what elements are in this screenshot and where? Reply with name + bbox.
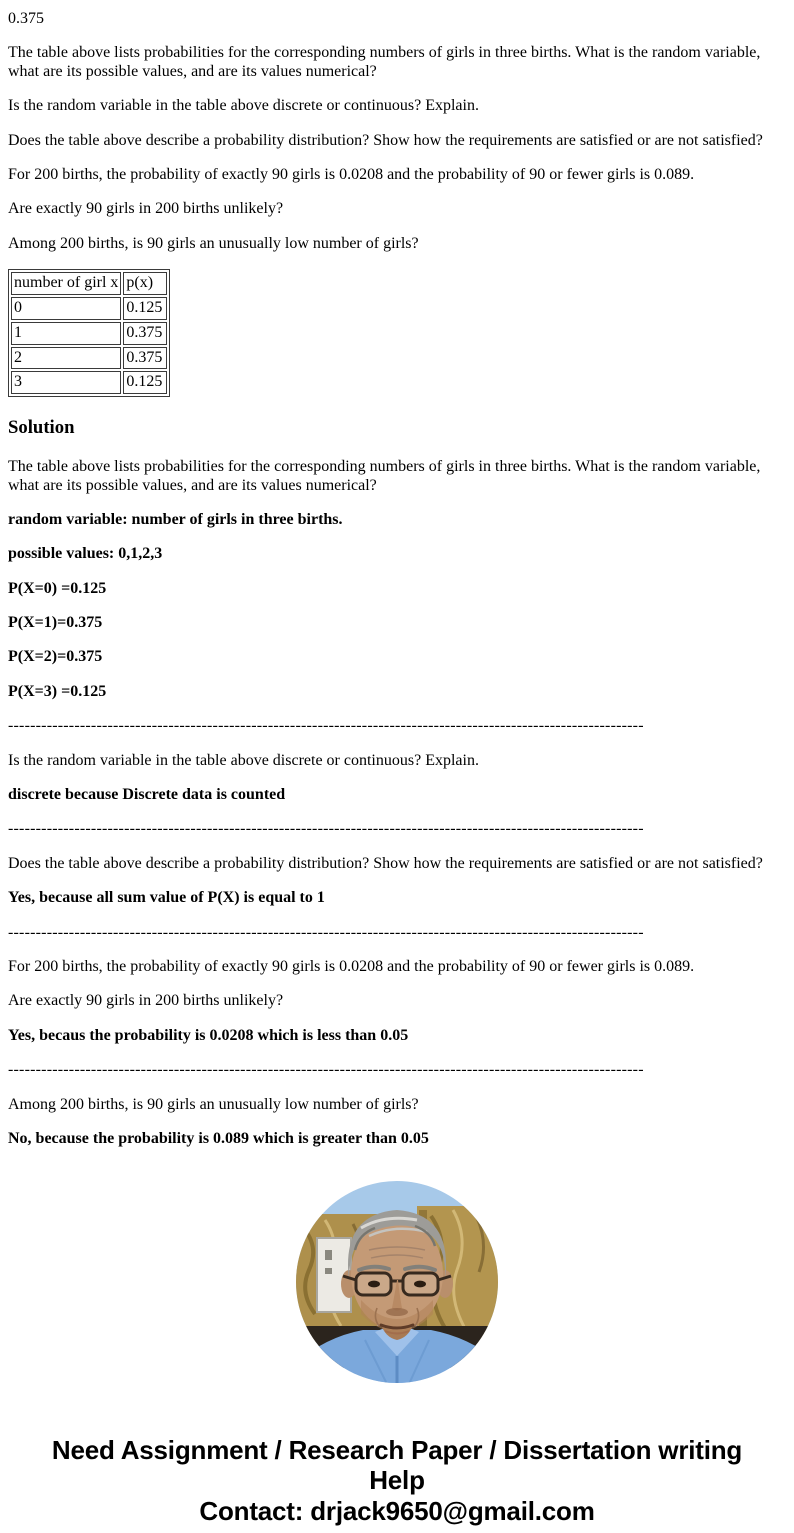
probability-table <box>8 269 170 397</box>
answer-unlikely: Yes, becaus the probability is 0.0208 which is less than 0.05 <box>8 1026 409 1044</box>
intro-value: 0.375 <box>8 10 44 27</box>
table-header-row <box>11 272 167 295</box>
table-cell-px: 0.125 <box>123 371 167 394</box>
answer-possible-values: possible values: 0,1,2,3 <box>8 545 163 563</box>
separator-line: ------------------------------------------------------------------------------------------------------------------- <box>8 1061 644 1079</box>
solution-question-unlikely: Are exactly 90 girls in 200 births unlikely? <box>8 992 284 1010</box>
solution-question-discrete: Is the random variable in the table above discrete or continuous? Explain. <box>8 751 479 769</box>
answer-p-x1: P(X=1)=0.375 <box>8 614 103 632</box>
answer-p-x2: P(X=2)=0.375 <box>8 648 103 666</box>
tutor-photo <box>295 1180 499 1384</box>
solution-question-random-variable: The table above lists probabilities for the corresponding numbers of girls in three births. What is the random variable, what are its possible values, and are its values numerical? <box>8 458 761 494</box>
table-row <box>11 322 167 345</box>
footer-banner <box>47 1435 747 1525</box>
solution-heading: Solution <box>8 417 75 439</box>
answer-distribution: Yes, because all sum value of P(X) is equal to 1 <box>8 889 325 907</box>
separator-line: ------------------------------------------------------------------------------------------------------------------- <box>8 923 644 941</box>
solution-statement-200-births: For 200 births, the probability of exactly 90 girls is 0.0208 and the probability of 90 or fewer girls is 0.089. <box>8 957 695 975</box>
answer-p-x0: P(X=0) =0.125 <box>8 579 107 597</box>
answer-p-x3: P(X=3) =0.125 <box>8 682 107 700</box>
table-header-px: p(x) <box>123 272 167 295</box>
photo-eye-right <box>414 1281 426 1288</box>
statement-200-births: For 200 births, the probability of exactly 90 girls is 0.0208 and the probability of 90 or fewer girls is 0.089. <box>8 165 695 183</box>
question-random-variable: The table above lists probabilities for the corresponding numbers of girls in three births. What is the random variable, what are its possible values, and are its values numerical? <box>8 44 761 80</box>
table-cell-x: 3 <box>11 371 121 394</box>
question-discrete-continuous: Is the random variable in the table above discrete or continuous? Explain. <box>8 97 479 115</box>
table-cell-px: 0.375 <box>123 322 167 345</box>
footer-help-text: Need Assignment / Research Paper / Dissertation writing Help <box>51 1435 743 1496</box>
answer-unusually-low: No, because the probability is 0.089 which is greater than 0.05 <box>8 1129 429 1147</box>
answer-random-variable: random variable: number of girls in three births. <box>8 510 343 528</box>
table-cell-x: 2 <box>11 347 121 370</box>
table-row <box>11 297 167 320</box>
table-row <box>11 347 167 370</box>
separator-line: ------------------------------------------------------------------------------------------------------------------- <box>8 820 644 838</box>
table-cell-px: 0.375 <box>123 347 167 370</box>
table-cell-x: 1 <box>11 322 121 345</box>
document-page <box>0 10 794 1526</box>
answer-discrete: discrete because Discrete data is counted <box>8 786 286 804</box>
solution-question-unusually-low: Among 200 births, is 90 girls an unusually low number of girls? <box>8 1095 419 1113</box>
separator-line: ------------------------------------------------------------------------------------------------------------------- <box>8 717 644 735</box>
question-probability-distribution: Does the table above describe a probability distribution? Show how the requirements are satisfied or are not satisfied? <box>8 131 763 149</box>
table-cell-x: 0 <box>11 297 121 320</box>
solution-question-distribution: Does the table above describe a probability distribution? Show how the requirements are satisfied or are not satisfied? <box>8 854 763 872</box>
question-unusually-low: Among 200 births, is 90 girls an unusually low number of girls? <box>8 234 419 252</box>
footer-contact: Contact: drjack9650@gmail.com <box>199 1495 595 1526</box>
question-unlikely: Are exactly 90 girls in 200 births unlikely? <box>8 200 284 218</box>
table-row <box>11 371 167 394</box>
photo-eye-left <box>368 1281 380 1288</box>
table-cell-px: 0.125 <box>123 297 167 320</box>
table-header-x: number of girl x <box>11 272 121 295</box>
photo-container <box>8 1180 786 1389</box>
